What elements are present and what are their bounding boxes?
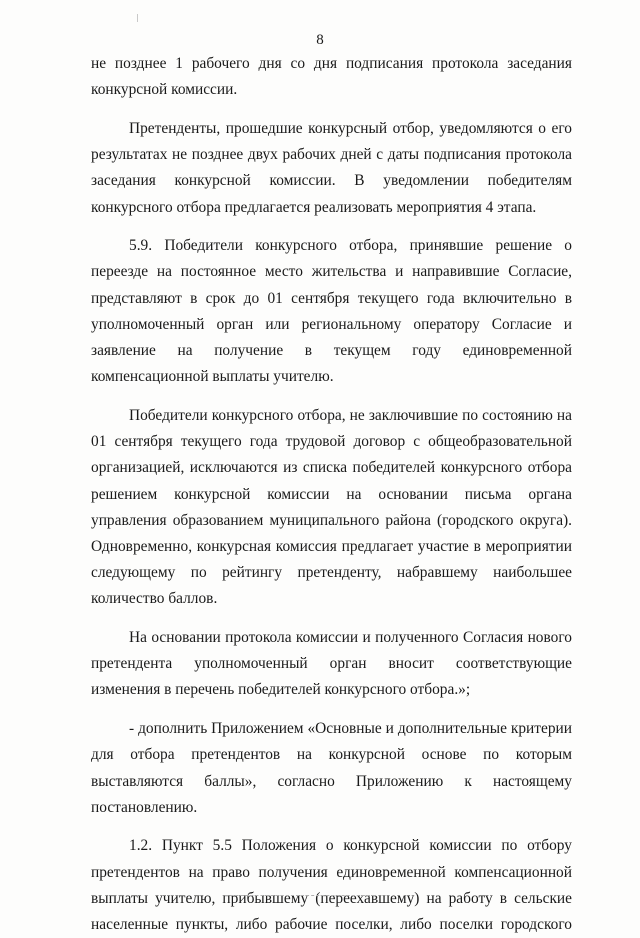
scan-artifact-mark bbox=[137, 14, 138, 22]
paragraph-clause-1-2: 1.2. Пункт 5.5 Положения о конкурсной комиссии по отбору претендентов на право получения единовременной компенсационной выплаты учителю, прибывшему (переехавшему) на работу в сельские населенные пункты, либо рабочие поселки, либо поселки городского bbox=[91, 837, 572, 934]
page-number: 8 bbox=[316, 32, 324, 48]
paragraph-protocol-basis: На основании протокола комиссии и полученного Согласия нового претендента уполномоченный орган вносит соответствующие изменения в перечень победителей конкурсного отбора.»; bbox=[91, 629, 572, 699]
paragraph-notification: Претенденты, прошедшие конкурсный отбор, уведомляются о его результатах не позднее двух рабочих дней с даты подписания протокола заседания конкурсной комиссии. В уведомлении победителям конкурсного отбора предлагается реализовать мероприятия 4 этапа. bbox=[91, 119, 572, 216]
paragraph-exclusion: Победители конкурсного отбора, не заключившие по состоянию на 01 сентября текущего года трудовой договор с общеобразовательной организацией, исключаются из списка победителей конкурсного отбора решением конкурсной комиссии на основании письма органа управления образованием муниципального района (городского округа). Одновременно, конкурсная комиссия предлагает участие в мероприятии следующему по рейтингу претенденту, набравшему наибольшее количество баллов. bbox=[91, 406, 572, 608]
document-body bbox=[91, 51, 572, 938]
scan-artifact-bottom-line bbox=[225, 895, 375, 897]
paragraph-clause-5-9: 5.9. Победители конкурсного отбора, принявшие решение о переезде на постоянное место жительства и направившие Согласие, представляют в срок до 01 сентября текущего года включительно в уполномоченный орган или региональному оператору Согласие и заявление на получение в текущем году единовременной компенсационной выплаты учителю. bbox=[91, 237, 572, 386]
paragraph-continuation: не позднее 1 рабочего дня со дня подписания протокола заседания конкурсной комиссии. bbox=[91, 55, 572, 99]
paragraph-appendix-addition: - дополнить Приложением «Основные и дополнительные критерии для отбора претендентов на конкурсной основе по которым выставляются баллы», согласно Приложению к настоящему постановлению. bbox=[91, 720, 572, 816]
